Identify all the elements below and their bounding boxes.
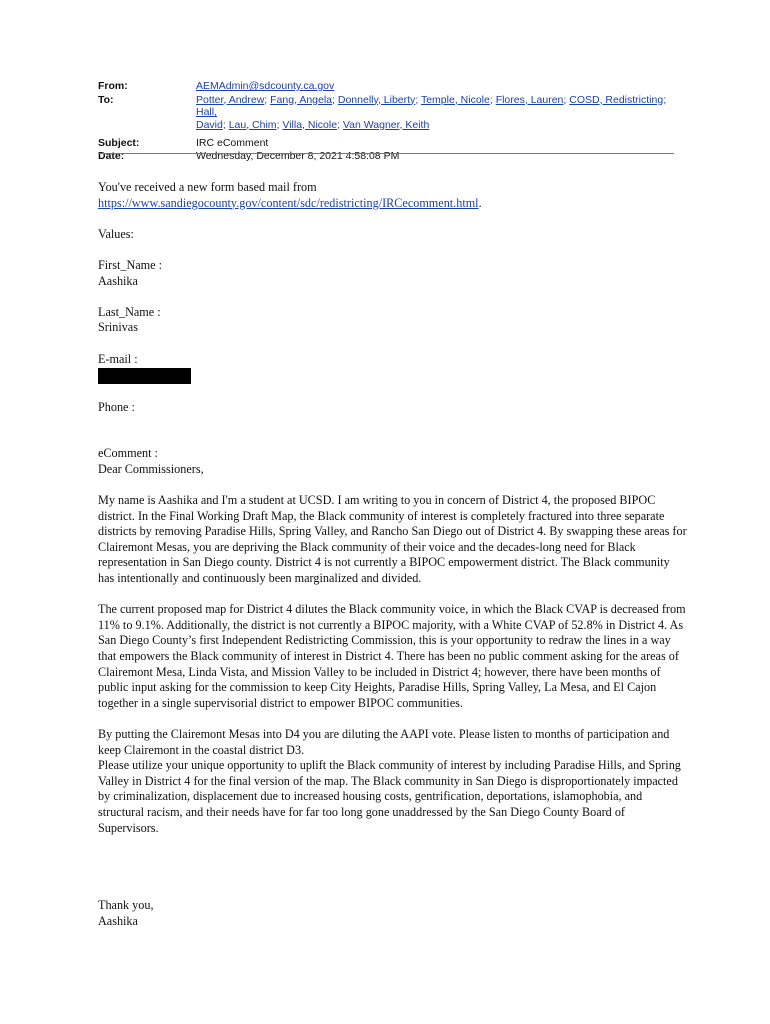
to-line-1: Potter, Andrew; Fang, Angela; Donnelly, Liberty; Temple, Nicole; Flores, Lauren; COSD, Redistricting; Hall,	[196, 93, 667, 118]
from-row	[98, 80, 674, 93]
greeting: Dear Commissioners,	[98, 461, 204, 476]
subject-label: Subject:	[98, 137, 140, 149]
recipient-link[interactable]: Lau, Chim	[228, 118, 277, 131]
redacted-email-block	[98, 368, 191, 384]
ecomment-label: eComment :	[98, 446, 158, 461]
recipient-link[interactable]: Potter, Andrew	[196, 93, 265, 106]
recipient-link[interactable]: Villa, Nicole	[282, 118, 338, 131]
recipient-link[interactable]: Van Wagner, Keith	[342, 118, 430, 131]
header-divider	[98, 153, 674, 154]
recipient-link[interactable]: David	[196, 118, 223, 131]
recipient-link[interactable]: Donnelly, Liberty	[337, 93, 416, 106]
to-row	[98, 94, 674, 132]
recipient-link[interactable]: Temple, Nicole	[420, 93, 490, 106]
closing: Thank you,	[98, 898, 154, 913]
to-line-2: David; Lau, Chim; Villa, Nicole; Van Wagner, Keith	[196, 118, 430, 131]
recipient-link[interactable]: COSD, Redistricting	[569, 93, 664, 106]
first-name-value: Aashika	[98, 273, 138, 288]
last-name-value: Srinivas	[98, 320, 138, 335]
recipient-link[interactable]: Flores, Lauren	[495, 93, 564, 106]
date-row	[98, 150, 674, 163]
email-header	[98, 80, 674, 162]
from-label: From:	[98, 80, 128, 92]
intro-link-line	[98, 196, 688, 212]
intro-period: .	[478, 195, 482, 210]
date-label: Date:	[98, 149, 125, 162]
intro-line: You've received a new form based mail from	[98, 180, 317, 194]
form-url-link[interactable]: https://www.sandiegocounty.gov/content/sdc/redistricting/IRCecomment.html	[98, 195, 479, 210]
recipient-link[interactable]: Hall,	[196, 106, 218, 118]
email-label: E-mail :	[98, 351, 138, 366]
phone-label: Phone :	[98, 399, 135, 414]
signature: Aashika	[98, 913, 138, 928]
subject-row	[98, 137, 674, 150]
email-body	[98, 180, 688, 929]
to-recipients	[196, 94, 674, 132]
paragraph-2: The current proposed map for District 4 dilutes the Black community voice, in which the Black CVAP is decreased from 11% to 9.1%. Additionally, the district is not currently a BIPOC majority, with a White CVAP of 52.8% in District 4. As San Diego County’s first Independent Redistricting Commission, this is your opportunity to redraw the lines in a way that empowers the Black community of interest in District 4. There has been no public comment asking for the areas of Clairemont Mesa, Linda Vista, and Mission Valley to be included in District 4; however, there have been months of public input asking for the commission to keep City Heights, Paradise Hills, Spring Valley, La Mesa, and El Cajon together in a single supervisorial district to empower BIPOC communities.	[98, 602, 686, 710]
last-name-label: Last_Name :	[98, 304, 161, 319]
date-value: Wednesday, December 8, 2021 4:58:08 PM	[196, 149, 400, 162]
paragraph-4: Please utilize your unique opportunity to uplift the Black community of interest by including Paradise Hills, and Spring Valley in District 4 for the final version of the map. The Black community in San Diego is disproportionately impacted by criminalization, displacement due to increased housing costs, gentrification, deportations, islamophobia, and structural racism, and their needs have for far too long gone unaddressed by the San Diego County Board of Supervisors.	[98, 758, 681, 835]
from-email-link[interactable]: AEMAdmin@sdcounty.ca.gov	[196, 80, 335, 92]
first-name-label: First_Name :	[98, 257, 162, 272]
paragraph-1: My name is Aashika and I'm a student at UCSD. I am writing to you in concern of District 4, the proposed BIPOC district. In the Final Working Draft Map, the Black community of interest is completely fractured into three separate districts by removing Paradise Hills, Spring Valley, and Rancho San Diego out of District 4. By swapping these areas for Clairemont Mesas, you are depriving the Black community of their voice and the decades-long need for Black representation in San Diego county. District 4 is not currently a BIPOC empowerment district. The Black community has intentionally and continuously been marginalized and divided.	[98, 493, 687, 586]
paragraph-3: By putting the Clairemont Mesas into D4 you are diluting the AAPI vote. Please listen to months of participation and keep Clairemont in the coastal district D3.	[98, 727, 670, 757]
recipient-link[interactable]: Fang, Angela	[270, 93, 333, 106]
to-label: To:	[98, 93, 114, 106]
subject-value: IRC eComment	[196, 137, 269, 149]
values-label: Values:	[98, 226, 134, 241]
